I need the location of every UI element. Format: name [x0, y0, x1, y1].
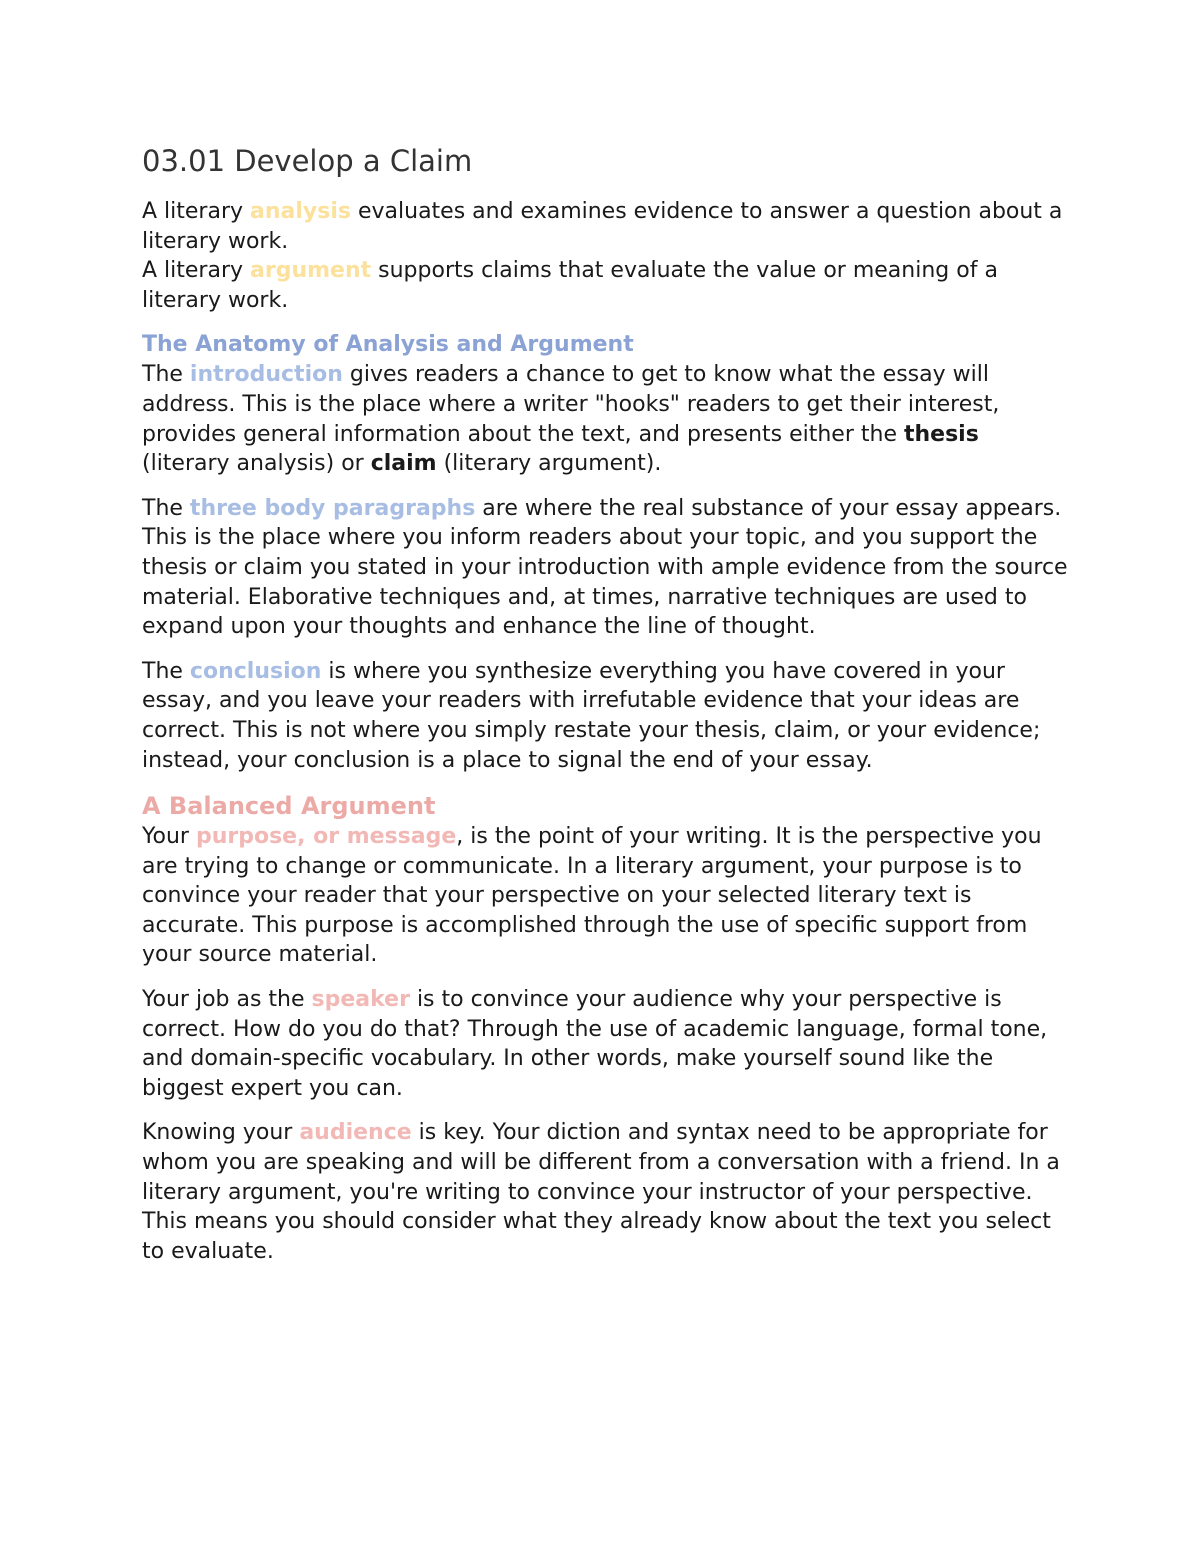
introduction-paragraph: The introduction gives readers a chance to get to know what the essay will address. This is the place where a writer "hooks" readers to get their interest, provides general information about the text, and presents either the thesis (literary analysis) or claim (literary argument). [142, 362, 1000, 477]
term-introduction: introduction [189, 362, 343, 388]
analysis-definition: A literary analysis evaluates and examines evidence to answer a question about a literary work. [142, 199, 1063, 254]
term-speaker: speaker [311, 987, 410, 1013]
term-argument: argument [250, 258, 372, 284]
term-thesis: thesis [903, 421, 979, 447]
purpose-paragraph: Your purpose, or message, is the point of your writing. It is the perspective you are trying to change or communicate. In a literary argument, your purpose is to convince your reader that your perspective on your selected literary text is accurate. This purpose is accomplished through the use of specific support from your source material. [142, 824, 1042, 968]
term-purpose: purpose, or message [195, 824, 457, 850]
speaker-paragraph: Your job as the speaker is to convince your audience why your perspective is correct. How do you do that? Through the use of academic language, formal tone, and domain-specific vocabulary. In other words, make yourself sound like the biggest expert you can. [142, 987, 1048, 1101]
conclusion-paragraph: The conclusion is where you synthesize everything you have covered in your essay, and you leave your readers with irrefutable evidence that your ideas are correct. This is not where you simply restate your thesis, claim, or your evidence; instead, your conclusion is a place to signal the end of your essay. [142, 658, 1041, 773]
term-conclusion: conclusion [189, 658, 322, 684]
body-paragraphs-paragraph: The three body paragraphs are where the real substance of your essay appears. This is the place where you inform readers about your topic, and you support the thesis or claim you stated in your introduction with ample evidence from the source material. Elaborative techniques and, at times, narrative techniques are used to expand upon your thoughts and enhance the line of thought. [142, 495, 1068, 640]
term-body-paragraphs: three body paragraphs [189, 495, 476, 521]
audience-paragraph: Knowing your audience is key. Your diction and syntax need to be appropriate for whom you are speaking and will be different from a conversation with a friend. In a literary argument, you're writing to convince your instructor of your perspective. This means you should consider what they already know about the text you select to evaluate. [142, 1120, 1060, 1264]
term-claim: claim [370, 451, 437, 477]
document-body [142, 143, 1072, 1281]
page-title: 03.01 Develop a Claim [142, 144, 473, 178]
term-analysis: analysis [250, 199, 351, 224]
section-heading-anatomy: The Anatomy of Analysis and Argument [142, 332, 634, 358]
argument-definition: A literary argument supports claims that evaluate the value or meaning of a literary work. [142, 258, 998, 313]
section-heading-balanced: A Balanced Argument [142, 792, 436, 821]
term-audience: audience [299, 1120, 412, 1146]
